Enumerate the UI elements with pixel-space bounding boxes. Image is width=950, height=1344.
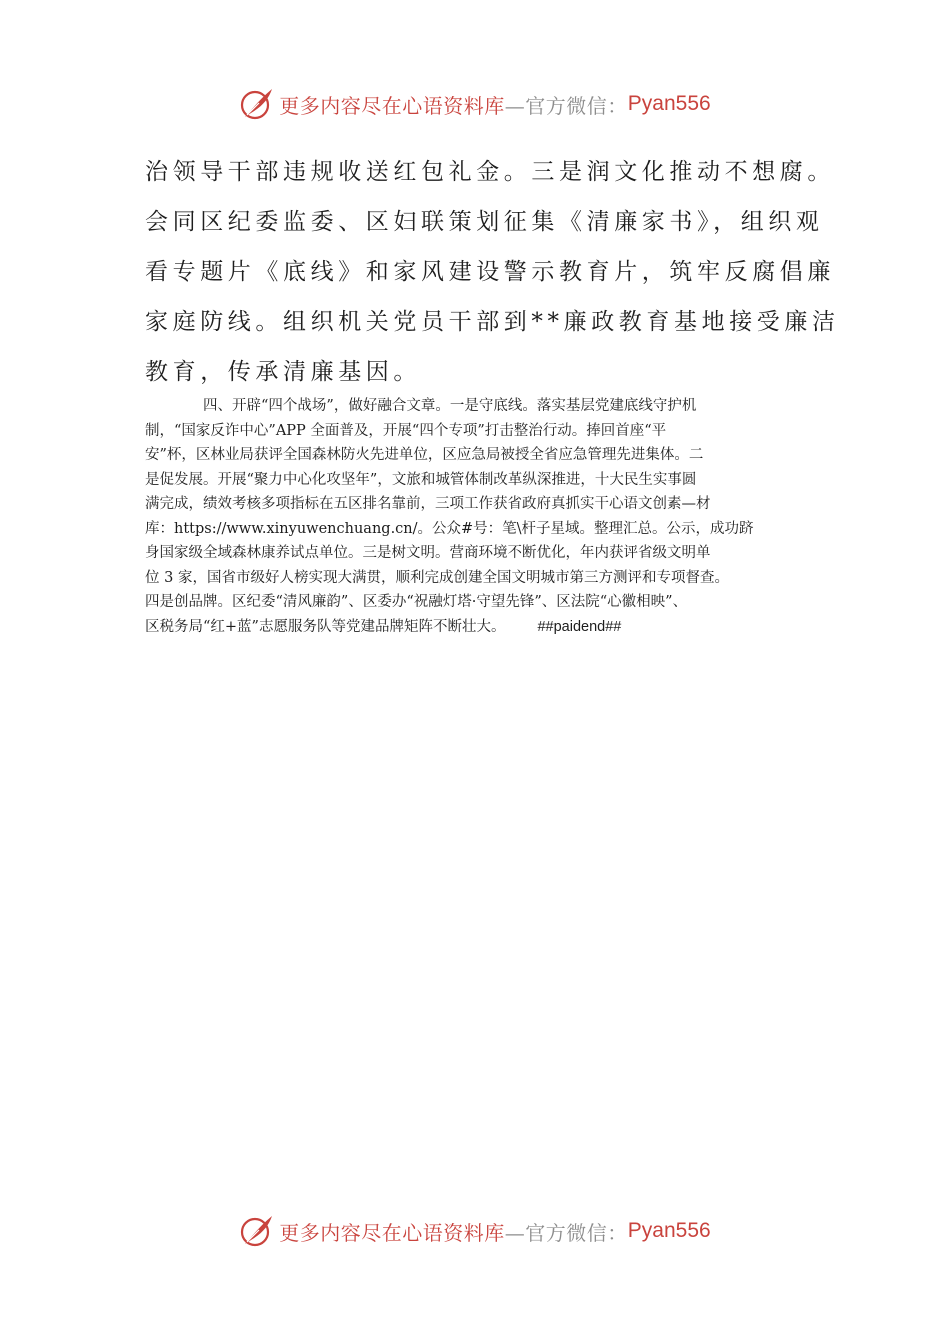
text-line: 家庭防线。组织机关党员干部到**廉政教育基地接受廉洁 (145, 309, 840, 335)
large-text-paragraph (145, 147, 840, 397)
small-text-paragraph (145, 394, 817, 639)
text-line: 是促发展。开展“聚力中心化攻坚年”，文旅和城管体制改革纵深推进，十大民生实事圆 (145, 471, 697, 488)
banner-wechat-id: Pyan556 (627, 92, 711, 115)
paid-end-marker: ##paidend## (537, 618, 622, 635)
header-banner (0, 82, 950, 126)
footer-banner (0, 1209, 950, 1253)
text-line: 制，“国家反诈中心”APP 全面普及，开展“四个专项”打击整治行动。捧回首座“平 (145, 422, 667, 439)
banner-wechat-label: —官方微信： (504, 1220, 628, 1245)
banner-wechat-label: —官方微信： (504, 93, 628, 118)
text-line: 安”杯，区林业局获评全国森林防火先进单位，区应急局被授全省应急管理先进集体。二 (145, 447, 704, 463)
text-line: 四是创品牌。区纪委“清风廉韵”、区委办“祝融灯塔·守望先锋”、区法院“心徽相映”、 (145, 594, 688, 610)
banner-promo-text: 更多内容尽在心语资料库 (279, 93, 505, 118)
text-line: 看专题片《底线》和家风建设警示教育片，筑牢反腐倡廉 (145, 259, 835, 285)
text-line: 满完成，绩效考核多项指标在五区排名靠前，三项工作获省政府真抓实干心语文创素—材 (145, 496, 711, 512)
text-line: 四、开辟“四个战场”，做好融合文章。一是守底线。落实基层党建底线守护机 (203, 398, 697, 414)
text-line: 会同区纪委监委、区妇联策划征集《清廉家书》，组织观 (145, 209, 824, 235)
text-line: 位 3 家，国省市级好人榜实现大满贯，顺利完成创建全国文明城市第三方测评和专项督查。 (145, 569, 729, 586)
text-line: 教育，传承清廉基因。 (145, 359, 421, 385)
text-line: 库：https://www.xinyuwenchuang.cn/。公众#号：笔\杆子星域。整理汇总。公示，成功跻 (145, 520, 754, 537)
banner-wechat-id: Pyan556 (627, 1219, 711, 1242)
quill-logo-icon (239, 1213, 275, 1249)
banner-promo-text: 更多内容尽在心语资料库 (279, 1220, 505, 1245)
text-line-last (145, 615, 817, 640)
text-line: 治领导干部违规收送红包礼金。三是润文化推动不想腐。 (145, 159, 835, 185)
text-line: 身国家级全域森林康养试点单位。三是树文明。营商环境不断优化，年内获评省级文明单 (145, 545, 711, 561)
quill-logo-icon (239, 86, 275, 122)
text-line-content: 区税务局“红+蓝”志愿服务队等党建品牌矩阵不断壮大。 (145, 618, 506, 635)
